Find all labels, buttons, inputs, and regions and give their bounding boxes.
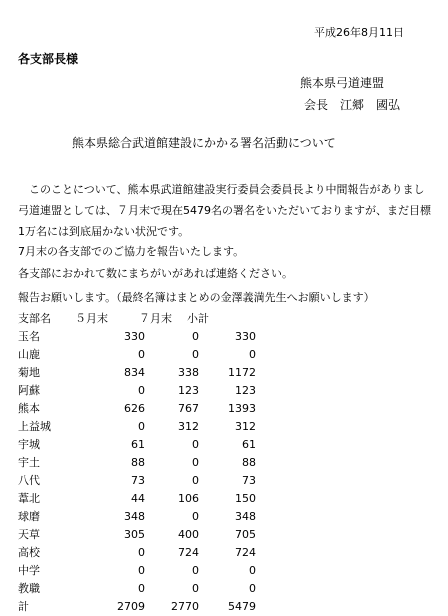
july-count: 0 <box>192 582 199 595</box>
july-count: 0 <box>192 510 199 523</box>
table-row <box>18 436 256 454</box>
table-header-branch: 支部名 <box>18 312 51 325</box>
table-header-july: ７月末 <box>139 312 172 325</box>
july-count: 0 <box>192 438 199 451</box>
branch-name: 宇土 <box>18 456 40 469</box>
may-count: 0 <box>138 546 145 559</box>
table-header-may: ５月末 <box>75 312 108 325</box>
branch-name: 熊本 <box>18 402 40 415</box>
table-row <box>18 454 256 472</box>
may-count: 348 <box>124 510 145 523</box>
may-count: 61 <box>131 438 145 451</box>
july-count: 106 <box>178 492 199 505</box>
may-count: 0 <box>138 564 145 577</box>
july-count: 0 <box>192 564 199 577</box>
body-paragraph: このことについて、熊本県武道館建設実行委員会委員長より中間報告がありまし <box>18 183 425 196</box>
may-count: 0 <box>138 348 145 361</box>
branch-name: 球磨 <box>18 510 40 523</box>
july-total: 2770 <box>171 600 199 613</box>
body-paragraph: 7月末の各支部でのご協力を報告いたします。 <box>18 245 245 258</box>
subtotal-count: 0 <box>249 582 256 595</box>
table-row <box>18 382 256 400</box>
branch-name: 高校 <box>18 546 40 559</box>
subtotal-count: 1172 <box>228 366 256 379</box>
sender-name: 会長 江郷 國弘 <box>304 98 401 112</box>
july-count: 0 <box>192 330 199 343</box>
may-count: 0 <box>138 384 145 397</box>
subtotal-count: 73 <box>242 474 256 487</box>
subtotal-count: 1393 <box>228 402 256 415</box>
branch-name: 玉名 <box>18 330 40 343</box>
may-count: 88 <box>131 456 145 469</box>
july-count: 767 <box>178 402 199 415</box>
subtotal-count: 312 <box>235 420 256 433</box>
subtotal-count: 88 <box>242 456 256 469</box>
branch-name: 阿蘇 <box>18 384 40 397</box>
table-row <box>18 346 256 364</box>
body-paragraph: 各支部におかれて数にまちがいがあれば連絡ください。 <box>18 267 293 280</box>
table-total-row <box>18 598 256 616</box>
july-count: 0 <box>192 348 199 361</box>
july-count: 0 <box>192 474 199 487</box>
document-subject: 熊本県総合武道館建設にかかる署名活動について <box>72 136 336 150</box>
body-paragraph: 1万名には到底届かない状況です。 <box>18 225 190 238</box>
branch-name: 教職 <box>18 582 40 595</box>
table-row <box>18 418 256 436</box>
subtotal-count: 705 <box>235 528 256 541</box>
table-row <box>18 508 256 526</box>
subtotal-count: 123 <box>235 384 256 397</box>
may-total: 2709 <box>117 600 145 613</box>
branch-name: 中学 <box>18 564 40 577</box>
may-count: 626 <box>124 402 145 415</box>
branch-name: 菊地 <box>18 366 40 379</box>
table-header-row <box>18 310 248 328</box>
subtotal-count: 0 <box>249 348 256 361</box>
branch-name: 上益城 <box>18 420 51 433</box>
subtotal-count: 0 <box>249 564 256 577</box>
table-row <box>18 490 256 508</box>
may-count: 305 <box>124 528 145 541</box>
document-date: 平成26年8月11日 <box>314 26 404 39</box>
total-label: 計 <box>18 600 29 613</box>
may-count: 73 <box>131 474 145 487</box>
may-count: 0 <box>138 582 145 595</box>
grand-total: 5479 <box>228 600 256 613</box>
may-count: 834 <box>124 366 145 379</box>
table-row <box>18 328 256 346</box>
july-count: 312 <box>178 420 199 433</box>
table-row <box>18 400 256 418</box>
subtotal-count: 330 <box>235 330 256 343</box>
subtotal-count: 61 <box>242 438 256 451</box>
july-count: 123 <box>178 384 199 397</box>
table-row <box>18 472 256 490</box>
body-paragraph: 弓道連盟としては、７月末で現在5479名の署名をいただいておりますが、まだ目標 <box>18 204 431 217</box>
branch-name: 山鹿 <box>18 348 40 361</box>
subtotal-count: 150 <box>235 492 256 505</box>
recipient-line: 各支部長様 <box>18 52 79 66</box>
july-count: 400 <box>178 528 199 541</box>
branch-name: 八代 <box>18 474 40 487</box>
branch-name: 宇城 <box>18 438 40 451</box>
organization-name: 熊本県弓道連盟 <box>300 76 385 90</box>
subtotal-count: 724 <box>235 546 256 559</box>
body-paragraph: 報告お願いします。（最終名簿はまとめの金澤義満先生へお願いします） <box>18 291 375 304</box>
branch-name: 天草 <box>18 528 40 541</box>
table-row <box>18 562 256 580</box>
table-header-subtotal: 小計 <box>187 312 209 325</box>
may-count: 44 <box>131 492 145 505</box>
table-row <box>18 364 256 382</box>
july-count: 0 <box>192 456 199 469</box>
july-count: 338 <box>178 366 199 379</box>
table-row <box>18 580 256 598</box>
table-row <box>18 526 256 544</box>
branch-name: 葦北 <box>18 492 40 505</box>
subtotal-count: 348 <box>235 510 256 523</box>
table-row <box>18 544 256 562</box>
signature-report-table <box>18 310 256 616</box>
may-count: 330 <box>124 330 145 343</box>
may-count: 0 <box>138 420 145 433</box>
july-count: 724 <box>178 546 199 559</box>
